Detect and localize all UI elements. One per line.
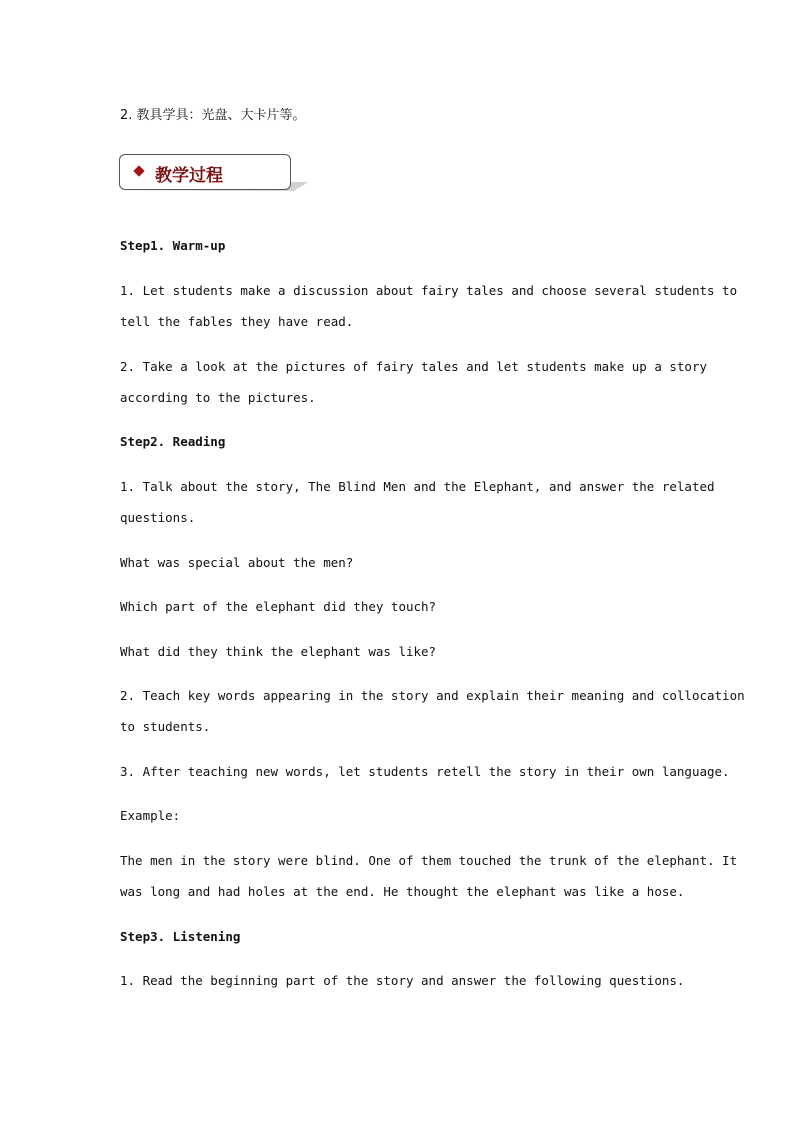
step2-item2-line1: 2. Teach key words appearing in the story and explain their meaning and collocation bbox=[120, 688, 745, 703]
question-3: What did they think the elephant was like? bbox=[120, 644, 437, 659]
step3-heading: Step3. Listening bbox=[120, 929, 241, 944]
step2-item2-line2: to students. bbox=[120, 719, 211, 734]
example-line1: The men in the story were blind. One of them touched the trunk of the elephant. It bbox=[120, 853, 738, 868]
teaching-materials-line: 2. 教具学具：光盘、大卡片等。 bbox=[120, 108, 306, 123]
question-1: What was special about the men? bbox=[120, 555, 354, 570]
step1-item1-line1: 1. Let students make a discussion about fairy tales and choose several students to bbox=[120, 283, 738, 298]
step2-item3: 3. After teaching new words, let students retell the story in their own language. bbox=[120, 764, 730, 779]
example-label: Example: bbox=[120, 808, 181, 823]
step3-item1: 1. Read the beginning part of the story and answer the following questions. bbox=[120, 973, 685, 988]
step1-item1-line2: tell the fables they have read. bbox=[120, 314, 354, 329]
step2-heading: Step2. Reading bbox=[120, 434, 226, 449]
section-title: 教学过程 bbox=[155, 166, 223, 186]
question-2: Which part of the elephant did they touch? bbox=[120, 599, 437, 614]
step2-item1-line2: questions. bbox=[120, 510, 196, 525]
step2-item1-line1: 1. Talk about the story, The Blind Men and the Elephant, and answer the related bbox=[120, 479, 715, 494]
example-line2: was long and had holes at the end. He thought the elephant was like a hose. bbox=[120, 884, 685, 899]
step1-item2-line2: according to the pictures. bbox=[120, 390, 316, 405]
step1-heading: Step1. Warm-up bbox=[120, 238, 226, 253]
step1-item2-line1: 2. Take a look at the pictures of fairy tales and let students make up a story bbox=[120, 359, 707, 374]
